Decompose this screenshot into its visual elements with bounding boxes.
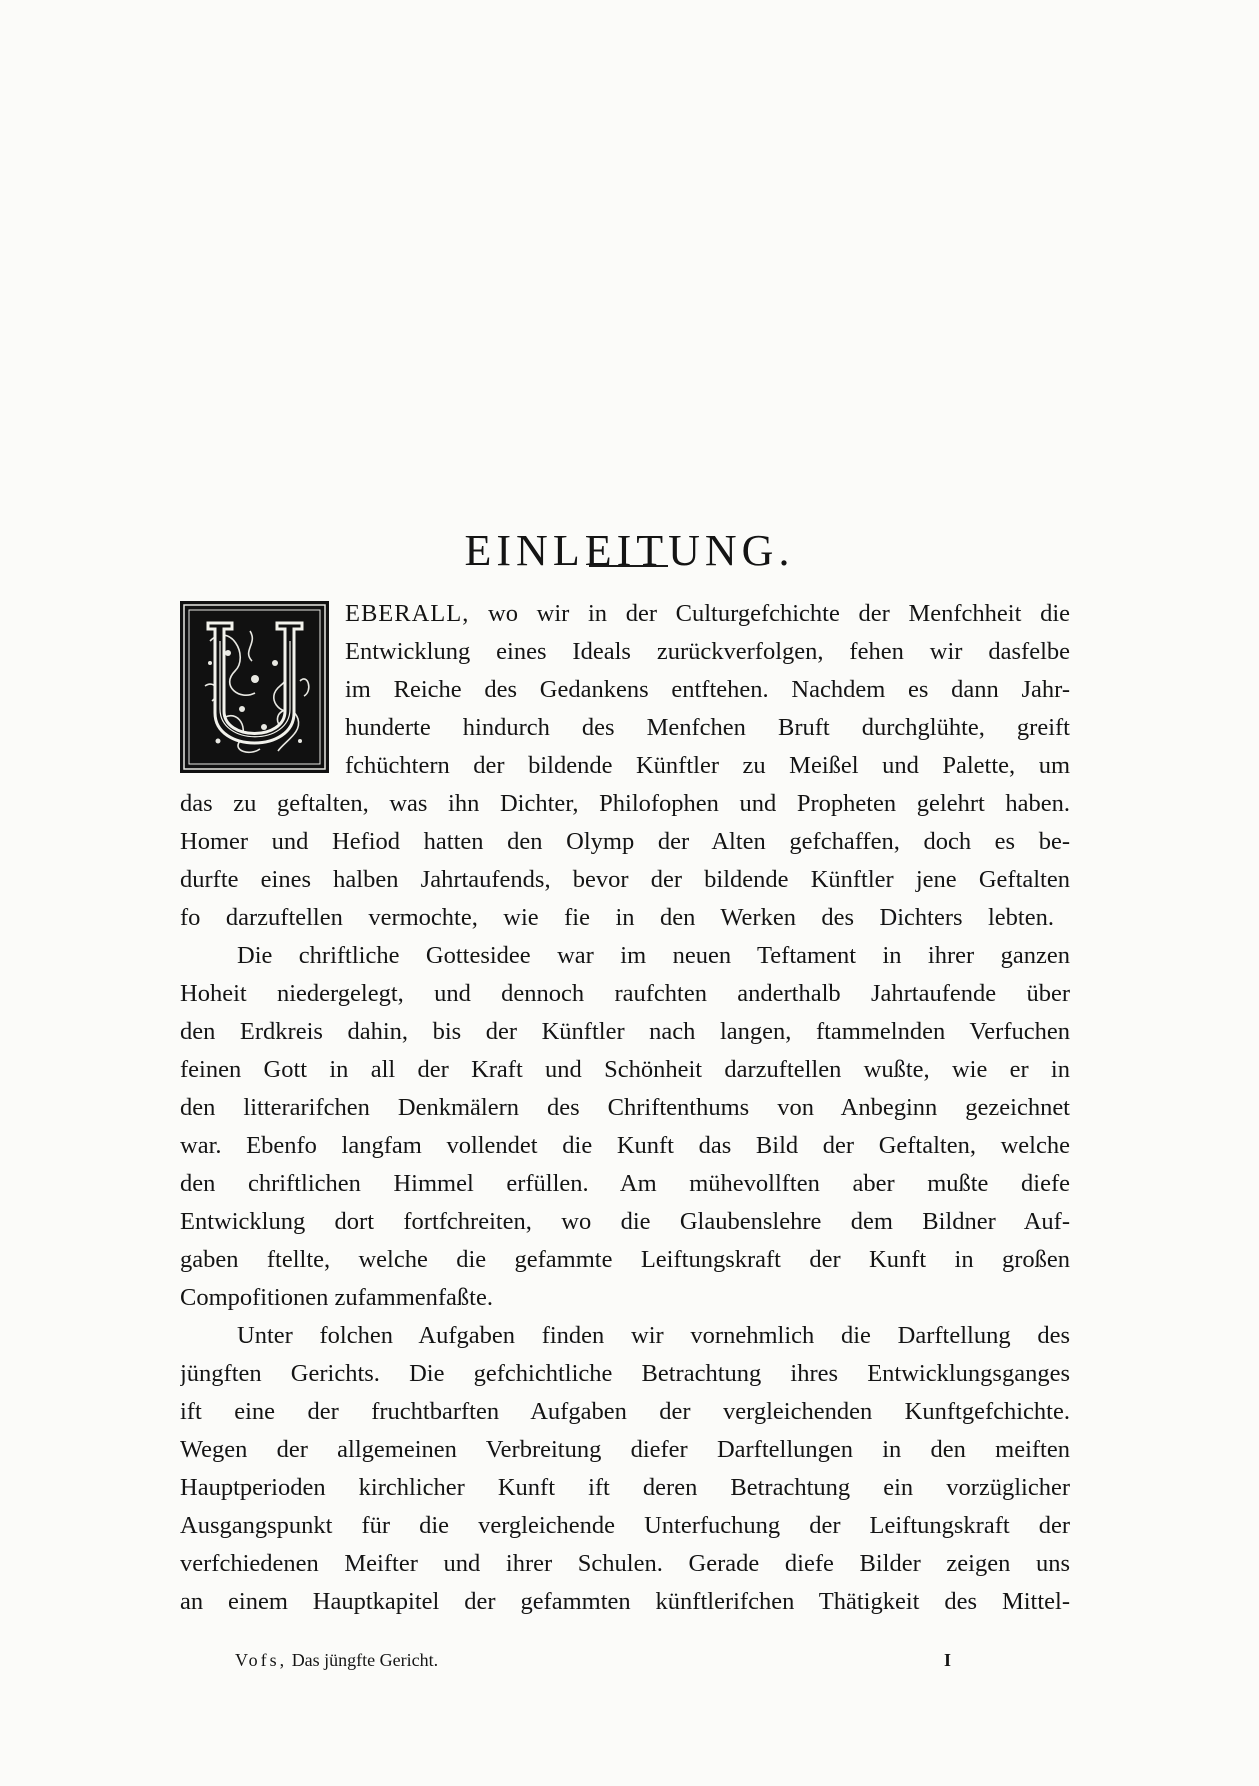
text-line: Hoheit niedergelegt, und dennoch raufchten anderthalb Jahrtaufende über — [180, 980, 1070, 1007]
text-line: war. Ebenfo langfam vollendet die Kunft das Bild der Geftalten, welche — [180, 1132, 1070, 1159]
ornamental-initial-u-icon — [180, 601, 329, 773]
title-divider — [589, 565, 668, 567]
text-line: den Erdkreis dahin, bis der Künftler nach langen, ftammelnden Verfuchen — [180, 1018, 1070, 1045]
signature-mark: I — [944, 1650, 952, 1670]
text-line: Unter folchen Aufgaben finden wir vornehmlich die Darftellung des — [237, 1322, 1070, 1349]
footer-author: Vofs, — [235, 1650, 288, 1670]
text-line: Ausgangspunkt für die vergleichende Unterfuchung der Leiftungskraft der — [180, 1512, 1070, 1539]
text-line: ift eine der fruchtbarften Aufgaben der vergleichenden Kunftgefchichte. — [180, 1398, 1070, 1425]
text-line: jüngften Gerichts. Die gefchichtliche Betrachtung ihres Entwicklungsganges — [180, 1360, 1070, 1387]
text-line: Homer und Hefiod hatten den Olymp der Alten gefchaffen, doch es be- — [180, 828, 1070, 855]
first-word: EBERALL, — [345, 600, 470, 627]
text-line: den chriftlichen Himmel erfüllen. Am mühevollften aber mußte diefe — [180, 1170, 1070, 1197]
text-line: Entwicklung eines Ideals zurückverfolgen, fehen wir dasfelbe — [345, 638, 1070, 665]
text-line: verfchiedenen Meifter und ihrer Schulen. Gerade diefe Bilder zeigen uns — [180, 1550, 1070, 1577]
text-line: fo darzuftellen vermochte, wie fie in den Werken des Dichters lebten. — [180, 904, 1054, 931]
text-line: Wegen der allgemeinen Verbreitung diefer Darftellungen in den meiften — [180, 1436, 1070, 1463]
chapter-title: EINLEITUNG. — [464, 526, 795, 576]
text-line: durfte eines halben Jahrtaufends, bevor der bildende Künftler jene Geftalten — [180, 866, 1070, 893]
text-line: im Reiche des Gedankens entftehen. Nachdem es dann Jahr- — [345, 676, 1070, 703]
footer-reference — [235, 1649, 635, 1671]
text-line: den litterarifchen Denkmälern des Chriftenthums von Anbeginn gezeichnet — [180, 1094, 1070, 1121]
footer-book-title: Das jüngfte Gericht. — [287, 1650, 439, 1670]
text-line: an einem Hauptkapitel der gefammten künftlerifchen Thätigkeit des Mittel- — [180, 1588, 1070, 1615]
text-line — [345, 599, 1070, 629]
text-line: fchüchtern der bildende Künftler zu Meißel und Palette, um — [345, 752, 1070, 779]
text-line: Entwicklung dort fortfchreiten, wo die Glaubenslehre dem Bildner Auf- — [180, 1208, 1070, 1235]
text-line: Hauptperioden kirchlicher Kunft ift deren Betrachtung ein vorzüglicher — [180, 1474, 1070, 1501]
text-line-content: wo wir in der Culturgefchichte der Menfchheit die — [469, 600, 1070, 627]
text-line: gaben ftellte, welche die gefammte Leiftungskraft der Kunft in großen — [180, 1246, 1070, 1273]
text-line: Compofitionen zufammenfaßte. — [180, 1284, 493, 1311]
text-line: das zu geftalten, was ihn Dichter, Philofophen und Propheten gelehrt haben. — [180, 790, 1070, 817]
text-line: hunderte hindurch des Menfchen Bruft durchglühte, greift — [345, 714, 1070, 741]
text-line: Die chriftliche Gottesidee war im neuen Teftament in ihrer ganzen — [237, 942, 1070, 969]
text-line: feinen Gott in all der Kraft und Schönheit darzuftellen wußte, wie er in — [180, 1056, 1070, 1083]
